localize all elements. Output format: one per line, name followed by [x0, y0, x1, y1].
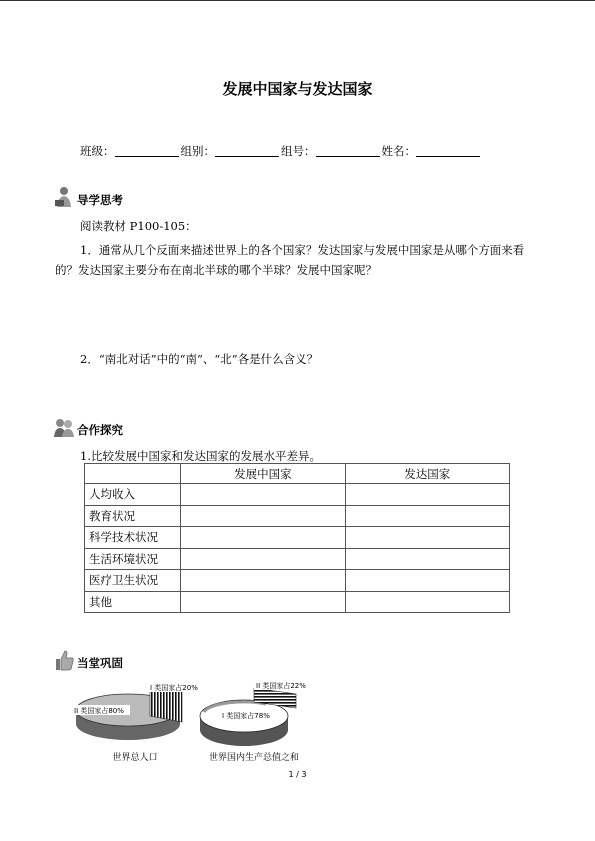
number-blank[interactable] — [316, 144, 380, 157]
section-heading: 合作探究 — [77, 423, 123, 437]
table-row — [85, 527, 510, 549]
name-blank[interactable] — [416, 144, 480, 157]
table-row — [85, 505, 510, 527]
gdp-pie-chart — [196, 672, 312, 764]
table-row — [85, 591, 510, 613]
name-label: 姓名： — [381, 144, 416, 158]
slice-label-small: I 类国家占20% — [150, 684, 198, 692]
answer-cell[interactable] — [181, 505, 345, 527]
group-blank[interactable] — [215, 144, 279, 157]
answer-cell[interactable] — [181, 570, 345, 592]
row-label: 生活环境状况 — [85, 548, 181, 570]
page-title: 发展中国家与发达国家 — [222, 80, 373, 98]
group-people-icon — [52, 415, 76, 439]
slice-label-small: II 类国家占22% — [256, 682, 306, 690]
section-heading: 当堂巩固 — [77, 656, 123, 670]
answer-cell[interactable] — [345, 570, 509, 592]
row-label: 教育状况 — [85, 505, 181, 527]
answer-cell[interactable] — [345, 505, 509, 527]
table-header-row — [85, 464, 510, 484]
table-header-cell: 发达国家 — [345, 464, 509, 484]
table-row — [85, 548, 510, 570]
number-label: 组号： — [281, 144, 316, 158]
question-2: 2．“南北对话”中的“南”、“北”各是什么含义？ — [80, 352, 319, 366]
answer-cell[interactable] — [181, 484, 345, 506]
answer-cell[interactable] — [181, 548, 345, 570]
slice-label-large: I 类国家占78% — [222, 712, 270, 720]
question-1-line-1: 1．通常从几个反面来描述世界上的各个国家？发达国家与发展中国家是从哪个方面来看 — [80, 243, 525, 257]
reading-figure-icon — [52, 185, 76, 209]
chart-caption: 世界总人口 — [112, 753, 158, 763]
answer-cell[interactable] — [345, 484, 509, 506]
page-number: 1 / 3 — [288, 770, 307, 779]
table-row — [85, 570, 510, 592]
top-rule — [0, 0, 595, 1]
class-blank[interactable] — [115, 144, 179, 157]
student-info-line — [80, 143, 482, 159]
answer-cell[interactable] — [345, 527, 509, 549]
table-row — [85, 484, 510, 506]
answer-cell[interactable] — [345, 591, 509, 613]
group-label: 组别： — [180, 144, 215, 158]
row-label: 其他 — [85, 591, 181, 613]
reading-instruction: 阅读教材 P100-105： — [80, 219, 197, 233]
section-heading: 导学思考 — [77, 193, 123, 207]
comparison-task: 1.比较发展中国家和发达国家的发展水平差异。 — [80, 449, 321, 463]
table-header-cell: 发展中国家 — [181, 464, 345, 484]
population-pie-chart — [70, 672, 200, 764]
table-header-cell — [85, 464, 181, 484]
thumbs-up-icon — [52, 648, 76, 672]
row-label: 医疗卫生状况 — [85, 570, 181, 592]
question-1-line-2: 的？发达国家主要分布在南北半球的哪个半球？发展中国家呢？ — [55, 263, 377, 277]
answer-cell[interactable] — [181, 527, 345, 549]
slice-label-large: II 类国家占80% — [74, 707, 124, 715]
row-label: 人均收入 — [85, 484, 181, 506]
row-label: 科学技术状况 — [85, 527, 181, 549]
answer-cell[interactable] — [181, 591, 345, 613]
class-label: 班级： — [80, 144, 115, 158]
answer-cell[interactable] — [345, 548, 509, 570]
chart-caption: 世界国内生产总值之和 — [208, 753, 300, 763]
comparison-table — [84, 463, 510, 613]
